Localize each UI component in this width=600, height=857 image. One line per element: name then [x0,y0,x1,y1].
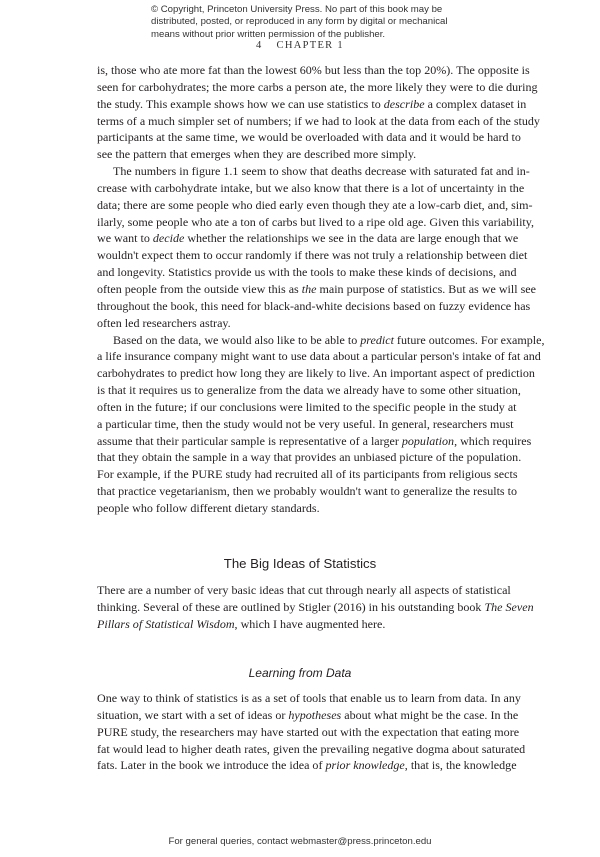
text-line: carbohydrates to predict how long they are likely to live. An important aspect of prediction [97,366,535,381]
copyright-notice [151,4,451,41]
text-line: ilarly, some people who ate a ton of carbs but lived to a ripe old age. Given this variability, [97,214,535,229]
text-line: The numbers in figure 1.1 seem to show that deaths decrease with saturated fat and in- [113,164,530,179]
section-paragraph [97,582,534,633]
text-line: seen for carbohydrates; the more carbs a person ate, the more likely they were to die during [97,79,538,94]
text-line: crease with carbohydrate intake, but we also know that there is a lot of uncertainty in the [97,180,525,195]
text-line: For example, if the PURE study had recruited all of its participants from religious sects [97,467,518,482]
emphasis: predict [360,332,394,347]
text-line: participants at the same time, we would be overloaded with data and it would be hard to [97,130,521,145]
text-line: assume that their particular sample is representative of a larger population, which requires [97,433,532,448]
text-line: PURE study, the researchers may have started out with the expectation that eating more [97,724,520,739]
text-line: Pillars of Statistical Wisdom, which I have augmented here. [97,616,386,631]
subsection-heading: Learning from Data [248,666,352,680]
paragraph [97,62,540,163]
copyright-line: means without prior written permission of the publisher. [151,28,386,40]
paragraph [97,332,545,517]
text-line: situation, we start with a set of ideas or hypotheses about what might be the case. In the [97,707,519,722]
subsection-paragraph [97,690,526,774]
text-line: see the pattern that emerges when they are described more simply. [97,147,417,162]
text-line: thinking. Several of these are outlined by Stigler (2016) in his outstanding book The Seven [97,599,534,614]
emphasis: decide [152,231,185,246]
text-line: wouldn't expect them to occur randomly if there was not truly a relationship between diet [97,248,528,263]
text-line: Based on the data, we would also like to be able to predict future outcomes. For example, [113,332,545,347]
text-line: people who follow different dietary standards. [97,500,320,515]
text-line: terms of a much simpler set of numbers; if we had to look at the data from each of the study [97,113,540,128]
emphasis: the [301,281,317,296]
text-line: fat would lead to higher death rates, given the prevailing negative dogma about saturated [97,741,526,756]
body-text [97,62,545,517]
text-line: There are a number of very basic ideas that cut through nearly all aspects of statistical [97,583,511,597]
chapter-label: CHAPTER 1 [276,40,344,51]
text-line: often in the future; if our conclusions were limited to the specific people in the study at [97,399,517,414]
text-line: is, those who ate more fat than the lowest 60% but less than the top 20%). The opposite is [97,63,530,77]
text-line: One way to think of statistics is as a set of tools that enable us to learn from data. In any [97,691,521,705]
text-line: often led researchers astray. [97,315,231,330]
emphasis: The Seven [484,599,534,614]
copyright-line: distributed, posted, or reproduced in any form by digital or mechanical [151,16,448,28]
page-number: 4 [256,40,263,51]
text-line: is that it requires us to generalize from the data we already have to some other situation, [97,383,521,398]
copyright-line: © Copyright, Princeton University Press. No part of this book may be [151,4,443,15]
emphasis: prior knowledge [325,758,405,773]
section-heading: The Big Ideas of Statistics [223,556,377,571]
text-line: the study. This example shows how we can use statistics to describe a complex dataset in [97,96,527,111]
footer-contact: For general queries, contact webmaster@press.princeton.edu [168,836,432,847]
emphasis: Pillars of Statistical Wisdom [97,616,235,631]
paragraph [97,163,536,331]
text-line: throughout the book, this need for black-and-white decisions based on fuzzy evidence has [97,298,531,313]
text-line: we want to decide whether the relationships we see in the data are large enough that we [97,231,519,246]
text-line: a life insurance company might want to use data about a particular person's intake of fat and [97,349,541,364]
text-line: fats. Later in the book we introduce the idea of prior knowledge, that is, the knowledge [97,758,517,773]
emphasis: hypotheses [288,707,342,722]
text-line: often people from the outside view this as the main purpose of statistics. But as we will see [97,281,536,296]
emphasis: population [401,433,455,448]
text-line: data; there are some people who died early even though they ate a low-carb diet, and, sim- [97,197,533,212]
emphasis: describe [383,96,425,111]
text-line: a particular time, then the study would not be very useful. In general, researchers must [97,416,514,431]
text-line: that practice vegetarianism, then we probably wouldn't want to generalize the results to [97,484,517,499]
running-head [0,40,600,51]
text-line: that they obtain the sample in a way that provides an unbiased picture of the population. [97,450,522,465]
text-line: and longevity. Statistics provide us with the tools to make these kinds of decisions, and [97,265,517,280]
